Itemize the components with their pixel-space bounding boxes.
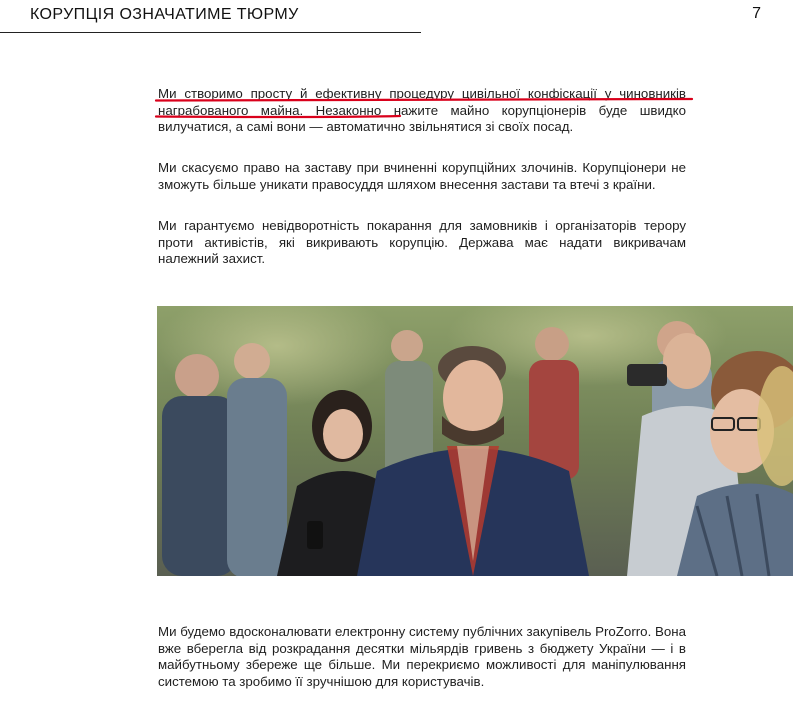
- crowd-photo: [157, 306, 793, 576]
- crowd-photo-illustration: [157, 306, 793, 576]
- paragraph-text: Незаконно нажите майно корупціонерів буде швидко вилучатися, а самі вони — автоматично звільнятися зі своїх посад.: [158, 102, 686, 134]
- page-number: 7: [752, 5, 761, 22]
- paragraph-prozorro: Ми будемо вдосконалювати електронну систему публічних закупівель ProZorro. Вона вже вберегла від розкрадання десятки мільярдів гривень з бюджету України — і в майбутньому збереже ще більше. Ми перекриємо можливості для маніпулювання системою та зробимо її зручнішою для користувачів.: [158, 624, 686, 689]
- highlighted-text: Ми створимо просту й ефективну процедуру цивільної конфіскації у чиновників награбованого майна.: [158, 86, 686, 118]
- paragraph-bail: Ми скасуємо право на заставу при вчиненні корупційних злочинів. Корупціонери не зможуть більше уникати правосуддя шляхом внесення застави та втечі з країни.: [158, 160, 686, 192]
- running-header-title: КОРУПЦІЯ ОЗНАЧАТИМЕ ТЮРМУ: [30, 6, 299, 23]
- header-divider: [0, 32, 421, 33]
- paragraph-whistleblowers: Ми гарантуємо невідворотність покарання для замовників і організаторів терору проти активістів, які викривають корупцію. Держава має надати викривачам належний захист.: [158, 218, 686, 266]
- paragraph-confiscation: [158, 86, 686, 136]
